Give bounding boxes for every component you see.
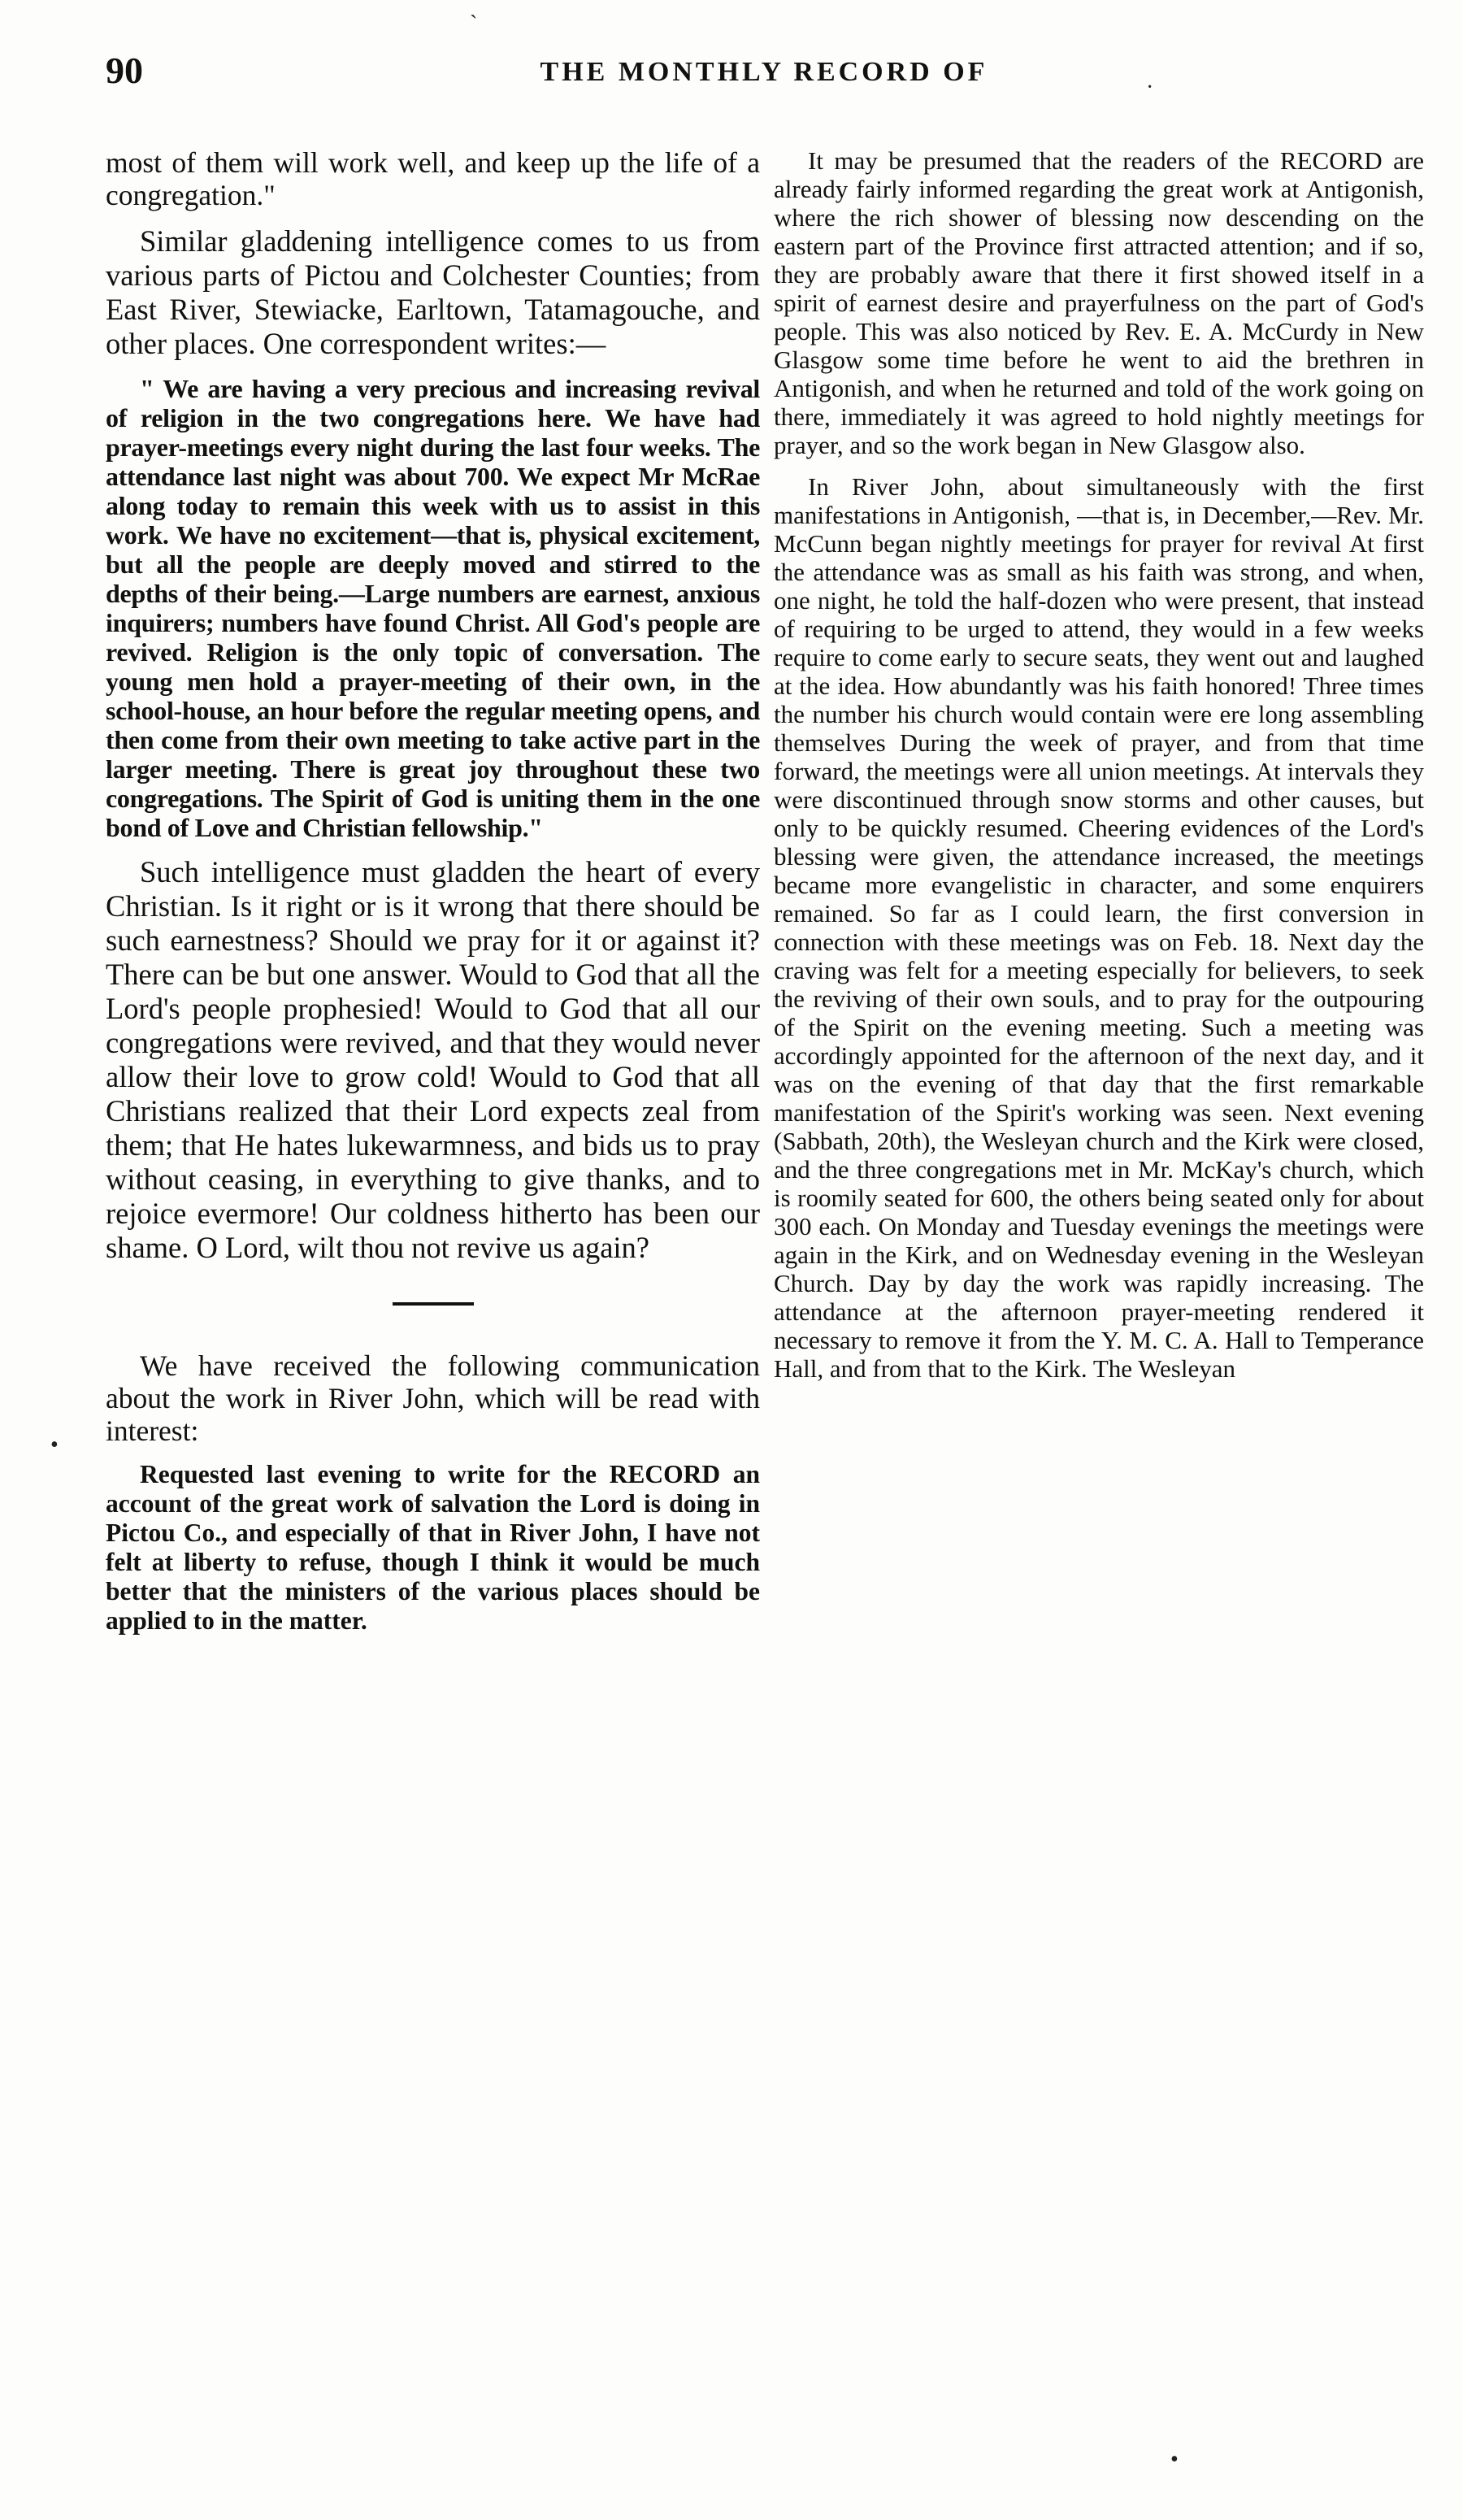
communication-intro: We have received the following communication about the work in River John, which will be read with interest: xyxy=(106,1349,760,1447)
right-paragraph-antigonish: It may be presumed that the readers of the RECORD are already fairly informed regarding the great work at Antigonish, where the rich shower of blessing now descending on the eastern part of the Province first attracted attention; and if so, they are probably aware that there it first showed itself in a spirit of earnest desire and prayerfulness on the part of God's people. This was also noticed by Rev. E. A. McCurdy in New Glasgow some time before he went to aid the brethren in Antigonish, and when he returned and told of the work going on there, immediately it was agreed to hold nightly meetings for prayer, and so the work began in New Glasgow also. xyxy=(774,146,1424,459)
right-paragraph-river-john: In River John, about simultaneously with the first manifestations in Antigonish, —that is, in December,—Rev. Mr. McCunn began nightly meetings for prayer for revival At first the attendance was as small as his faith was strong, and when, one night, he told the half-dozen who were present, that instead of requiring to be urged to attend, they would in a few weeks require to come early to secure seats, they went out and laughed at the idea. How abundantly was his faith honored! Three times the number his church would contain were ere long assembling themselves During the week of prayer, and from that time forward, the meetings were all union meetings. At intervals they were discontinued through snow storms and other causes, but only to be quickly resumed. Cheering evidences of the Lord's blessing were given, the attendance increased, the meetings became more evangelistic in character, and some enquirers remained. So far as I could learn, the first conversion in connection with these meetings was on Feb. 18. Next day the craving was felt for a meeting especially for believers, to seek the reviving of their own souls, and to pray for the outpouring of the Spirit on the evening meeting. Such a meeting was accordingly appointed for the afternoon of the next day, and it was on the evening of that day that the first remarkable manifestation of the Spirit's working was seen. Next evening (Sabbath, 20th), the Wesleyan church and the Kirk were closed, and the three congregations met in Mr. McKay's church, which is roomily seated for 600, the others being seated only for about 300 each. On Monday and Tuesday evenings the meetings were again in the Kirk, and on Wednesday evening in the Wesleyan Church. Day by day the work was rapidly increasing. The attendance at the afternoon prayer-meeting rendered it necessary to remove it from the Y. M. C. A. Hall to Temperance Hall, and from that to the Kirk. The Wesleyan xyxy=(774,472,1424,1383)
left-paragraph-exhortation: Such intelligence must gladden the heart of every Christian. Is it right or is it wrong that there should be such earnestness? Should we pray for it or against it? There can be but one answer. Would to God that all the Lord's people prophesied! Would to God that all our congregations were revived, and that they would never allow their love to grow cold! Would to God that all Christians realized that their Lord expects zeal from them; that He hates lukewarmness, and bids us to pray without ceasing, in everything to give thanks, and to rejoice evermore! Our coldness hitherto has been our shame. O Lord, wilt thou not revive us again? xyxy=(106,855,760,1264)
correspondent-quote: " We are having a very precious and increasing revival of religion in the two congregations here. We have had prayer-meetings every night during the last four weeks. The attendance last night was about 700. We expect Mr McRae along today to remain this week with us to assist in this work. We have no excitement—that is, physical excitement, but all the people are deeply moved and stirred to the depths of their being.—Large numbers are earnest, anxious inquirers; numbers have found Christ. All God's people are revived. Religion is the only topic of conversation. The young men hold a prayer-meeting of their own, in the school-house, an hour before the regular meeting opens, and then come from their own meeting to take active part in the larger meeting. There is great joy throughout these two congregations. The Spirit of God is uniting them in the one bond of Love and Christian fellowship." xyxy=(106,374,760,842)
page-number: 90 xyxy=(106,50,143,91)
right-column xyxy=(774,146,1424,1396)
left-paragraph-continued: most of them will work well, and keep up the life of a congregation." xyxy=(106,146,760,211)
left-column xyxy=(106,146,760,1649)
ink-speck: ˋ xyxy=(470,11,478,37)
ink-speck: • xyxy=(1170,2447,1179,2472)
ink-speck: • xyxy=(50,1432,59,1458)
ink-speck: · xyxy=(1146,75,1154,100)
left-paragraph-intelligence: Similar gladdening intelligence comes to us from various parts of Pictou and Colchester Counties; from East River, Stewiacke, Earltown, Tatamagouche, and other places. One correspondent writes:— xyxy=(106,224,760,360)
page-header xyxy=(106,49,1422,98)
letter-opening: Requested last evening to write for the RECORD an account of the great work of salvation the Lord is doing in Pictou Co., and especially of that in River John, I have not felt at liberty to refuse, though I think it would be much better that the ministers of the various places should be applied to in the matter. xyxy=(106,1460,760,1635)
running-title: THE MONTHLY RECORD OF xyxy=(540,57,988,87)
section-divider xyxy=(393,1302,474,1306)
